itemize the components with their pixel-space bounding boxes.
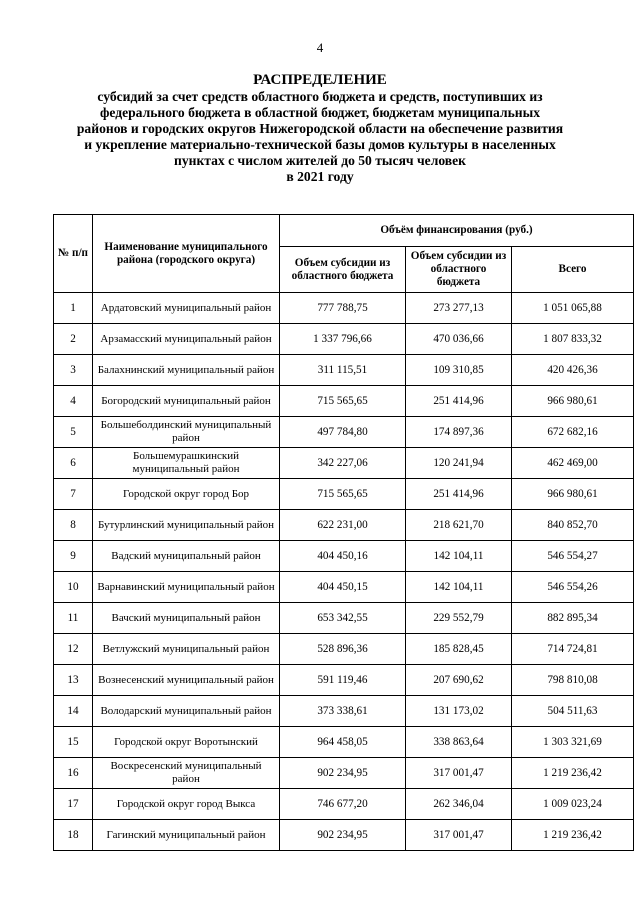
row-number: 7: [54, 479, 93, 510]
table-row: [54, 820, 634, 851]
subtitle-line: и укрепление материально-технической базы домов культуры в населенных: [84, 137, 556, 152]
row-total: 504 511,63: [512, 696, 634, 727]
page-number: 4: [316, 40, 324, 55]
row-name: Володарский муниципальный район: [93, 696, 280, 727]
row-number: 14: [54, 696, 93, 727]
row-total: 714 724,81: [512, 634, 634, 665]
row-regional: 404 450,16: [280, 541, 406, 572]
row-name: Большеболдинский муниципальный район: [93, 417, 280, 448]
row-regional: 528 896,36: [280, 634, 406, 665]
table-row: [54, 510, 634, 541]
table-row: [54, 758, 634, 789]
row-federal: 174 897,36: [406, 417, 512, 448]
row-name: Городской округ город Бор: [93, 479, 280, 510]
row-federal: 470 036,66: [406, 324, 512, 355]
row-regional: 653 342,55: [280, 603, 406, 634]
row-number: 5: [54, 417, 93, 448]
row-number: 15: [54, 727, 93, 758]
row-regional: 373 338,61: [280, 696, 406, 727]
row-number: 9: [54, 541, 93, 572]
table-row: [54, 696, 634, 727]
row-total: 1 219 236,42: [512, 820, 634, 851]
row-number: 12: [54, 634, 93, 665]
row-name: Вадский муниципальный район: [93, 541, 280, 572]
row-federal: 131 173,02: [406, 696, 512, 727]
table-row: [54, 448, 634, 479]
subsidy-table: [53, 214, 634, 851]
row-federal: 317 001,47: [406, 820, 512, 851]
row-regional: 622 231,00: [280, 510, 406, 541]
header-funding: Объём финансирования (руб.): [280, 215, 634, 247]
row-number: 6: [54, 448, 93, 479]
row-total: 672 682,16: [512, 417, 634, 448]
row-federal: 120 241,94: [406, 448, 512, 479]
header-total: Всего: [512, 247, 634, 293]
table-row: [54, 417, 634, 448]
row-name: Варнавинский муниципальный район: [93, 572, 280, 603]
row-name: Вачский муниципальный район: [93, 603, 280, 634]
row-federal: 229 552,79: [406, 603, 512, 634]
row-number: 4: [54, 386, 93, 417]
table-row: [54, 572, 634, 603]
row-number: 1: [54, 293, 93, 324]
document-subtitle: [60, 89, 580, 185]
row-total: 966 980,61: [512, 386, 634, 417]
row-name: Балахнинский муниципальный район: [93, 355, 280, 386]
row-number: 16: [54, 758, 93, 789]
table-row: [54, 665, 634, 696]
row-total: 840 852,70: [512, 510, 634, 541]
header-regional: Объем субсидии из областного бюджета: [280, 247, 406, 293]
row-total: 1 009 023,24: [512, 789, 634, 820]
table-row: [54, 603, 634, 634]
table-row: [54, 727, 634, 758]
table-body: [54, 293, 634, 851]
table-row: [54, 355, 634, 386]
document-title: РАСПРЕДЕЛЕНИЕ: [253, 72, 387, 88]
row-total: 546 554,26: [512, 572, 634, 603]
row-regional: 342 227,06: [280, 448, 406, 479]
row-total: 966 980,61: [512, 479, 634, 510]
row-regional: 746 677,20: [280, 789, 406, 820]
subtitle-line: в 2021 году: [286, 169, 354, 184]
table-row: [54, 324, 634, 355]
row-number: 13: [54, 665, 93, 696]
row-federal: 251 414,96: [406, 479, 512, 510]
row-total: 1 303 321,69: [512, 727, 634, 758]
header-name: Наименование муниципального района (городского округа): [93, 215, 280, 293]
row-total: 1 051 065,88: [512, 293, 634, 324]
row-name: Ветлужский муниципальный район: [93, 634, 280, 665]
subtitle-line: федерального бюджета в областной бюджет, бюджетам муниципальных: [99, 105, 541, 120]
row-number: 3: [54, 355, 93, 386]
table-row: [54, 386, 634, 417]
row-federal: 218 621,70: [406, 510, 512, 541]
table-row: [54, 541, 634, 572]
row-name: Городской округ Воротынский: [93, 727, 280, 758]
row-name: Воскресенский муниципальный район: [93, 758, 280, 789]
row-regional: 311 115,51: [280, 355, 406, 386]
row-regional: 404 450,15: [280, 572, 406, 603]
header-federal: Объем субсидии из областного бюджета: [406, 247, 512, 293]
row-total: 798 810,08: [512, 665, 634, 696]
row-name: Богородский муниципальный район: [93, 386, 280, 417]
row-name: Городской округ город Выкса: [93, 789, 280, 820]
row-number: 11: [54, 603, 93, 634]
row-federal: 273 277,13: [406, 293, 512, 324]
table-row: [54, 293, 634, 324]
row-number: 10: [54, 572, 93, 603]
row-name: Вознесенский муниципальный район: [93, 665, 280, 696]
row-federal: 185 828,45: [406, 634, 512, 665]
row-regional: 715 565,65: [280, 479, 406, 510]
row-regional: 591 119,46: [280, 665, 406, 696]
row-name: Гагинский муниципальный район: [93, 820, 280, 851]
row-federal: 262 346,04: [406, 789, 512, 820]
row-federal: 338 863,64: [406, 727, 512, 758]
row-total: 1 807 833,32: [512, 324, 634, 355]
row-regional: 902 234,95: [280, 820, 406, 851]
row-name: Арзамасский муниципальный район: [93, 324, 280, 355]
row-number: 2: [54, 324, 93, 355]
subtitle-line: пунктах с числом жителей до 50 тысяч человек: [173, 153, 466, 168]
row-federal: 142 104,11: [406, 541, 512, 572]
row-federal: 317 001,47: [406, 758, 512, 789]
header-number: № п/п: [54, 215, 93, 293]
row-number: 18: [54, 820, 93, 851]
row-federal: 251 414,96: [406, 386, 512, 417]
row-federal: 207 690,62: [406, 665, 512, 696]
row-regional: 497 784,80: [280, 417, 406, 448]
row-total: 1 219 236,42: [512, 758, 634, 789]
row-total: 462 469,00: [512, 448, 634, 479]
row-regional: 777 788,75: [280, 293, 406, 324]
row-number: 8: [54, 510, 93, 541]
row-federal: 142 104,11: [406, 572, 512, 603]
table-row: [54, 789, 634, 820]
row-total: 882 895,34: [512, 603, 634, 634]
subtitle-line: субсидий за счет средств областного бюджета и средств, поступивших из: [97, 89, 543, 104]
row-total: 546 554,27: [512, 541, 634, 572]
row-name: Бутурлинский муниципальный район: [93, 510, 280, 541]
table-row: [54, 634, 634, 665]
row-regional: 964 458,05: [280, 727, 406, 758]
row-number: 17: [54, 789, 93, 820]
row-regional: 1 337 796,66: [280, 324, 406, 355]
subtitle-line: районов и городских округов Нижегородской области на обеспечение развития: [76, 121, 564, 136]
row-regional: 902 234,95: [280, 758, 406, 789]
row-total: 420 426,36: [512, 355, 634, 386]
table-row: [54, 479, 634, 510]
row-name: Ардатовский муниципальный район: [93, 293, 280, 324]
row-federal: 109 310,85: [406, 355, 512, 386]
row-regional: 715 565,65: [280, 386, 406, 417]
row-name: Большемурашкинский муниципальный район: [93, 448, 280, 479]
